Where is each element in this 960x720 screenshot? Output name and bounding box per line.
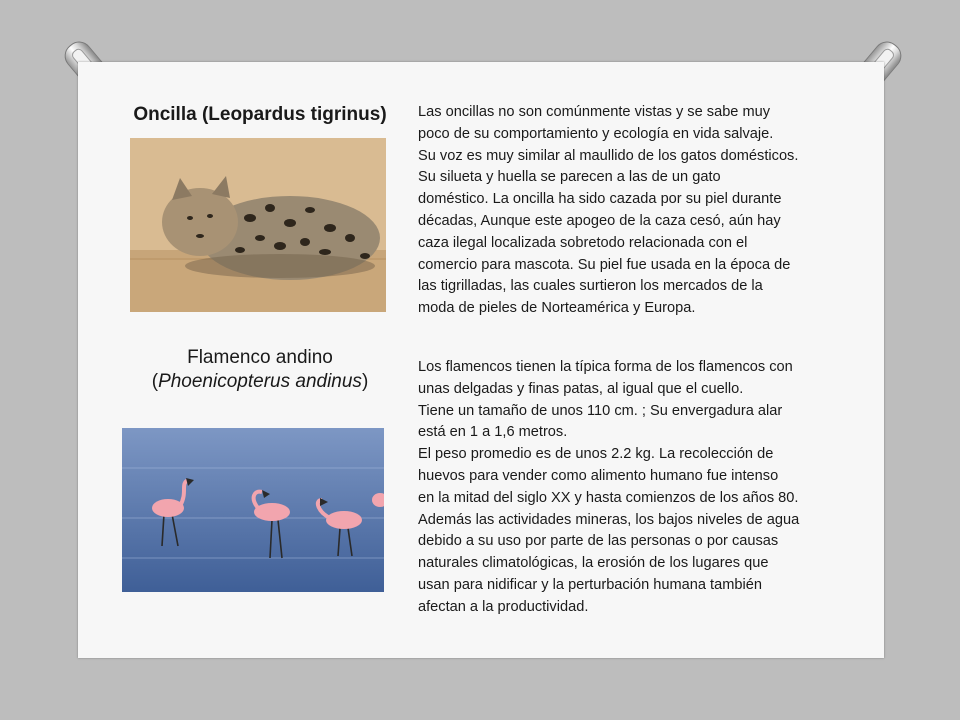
oncilla-photo	[130, 138, 386, 312]
open-paren: (	[151, 371, 159, 392]
flamenco-common-name: Flamenco andino	[187, 347, 333, 368]
flamenco-scientific-line	[110, 370, 410, 394]
flamenco-scientific-name: Phoenicopterus andinus	[158, 371, 362, 392]
flamenco-title	[110, 346, 410, 394]
oncilla-description: Las oncillas no son comúnmente vistas y se sabe muy poco de su comportamiento y ecología en vida salvaje. Su voz es muy similar al maullido de los gatos domésticos. Su silueta y huella se parecen a las de un gato doméstico. La oncilla ha sido cazada por su piel durante décadas, Aunque este apogeo de la caza cesó, aún hay caza ilegal localizada sobretodo relacionada con el comercio para mascota. Su piel fue usada en la época de las tigrilladas, las cuales surtieron los mercados de la moda de pieles de Norteamérica y Europa.	[418, 104, 799, 317]
flamenco-description: Los flamencos tienen la típica forma de los flamencos con unas delgadas y finas patas, al igual que el cuello. Tiene un tamaño de unos 110 cm. ; Su envergadura alar está en 1 a 1,6 metros. El peso promedio es de unos 2.2 kg. La recolección de huevos para vender como alimento humano fue intenso en la mitad del siglo XX y hasta comienzos de los años 80. Además las actividades mineras, los bajos niveles de agua debido a su uso por parte de las personas o por causas naturales climatológicas, la erosión de los lugares que usan para nidificar y la perturbación humana también afectan a la productividad.	[418, 359, 800, 615]
flamenco-photo	[122, 428, 384, 592]
close-paren: )	[361, 371, 369, 392]
oncilla-title: Oncilla (Leopardus tigrinus)	[133, 104, 387, 125]
